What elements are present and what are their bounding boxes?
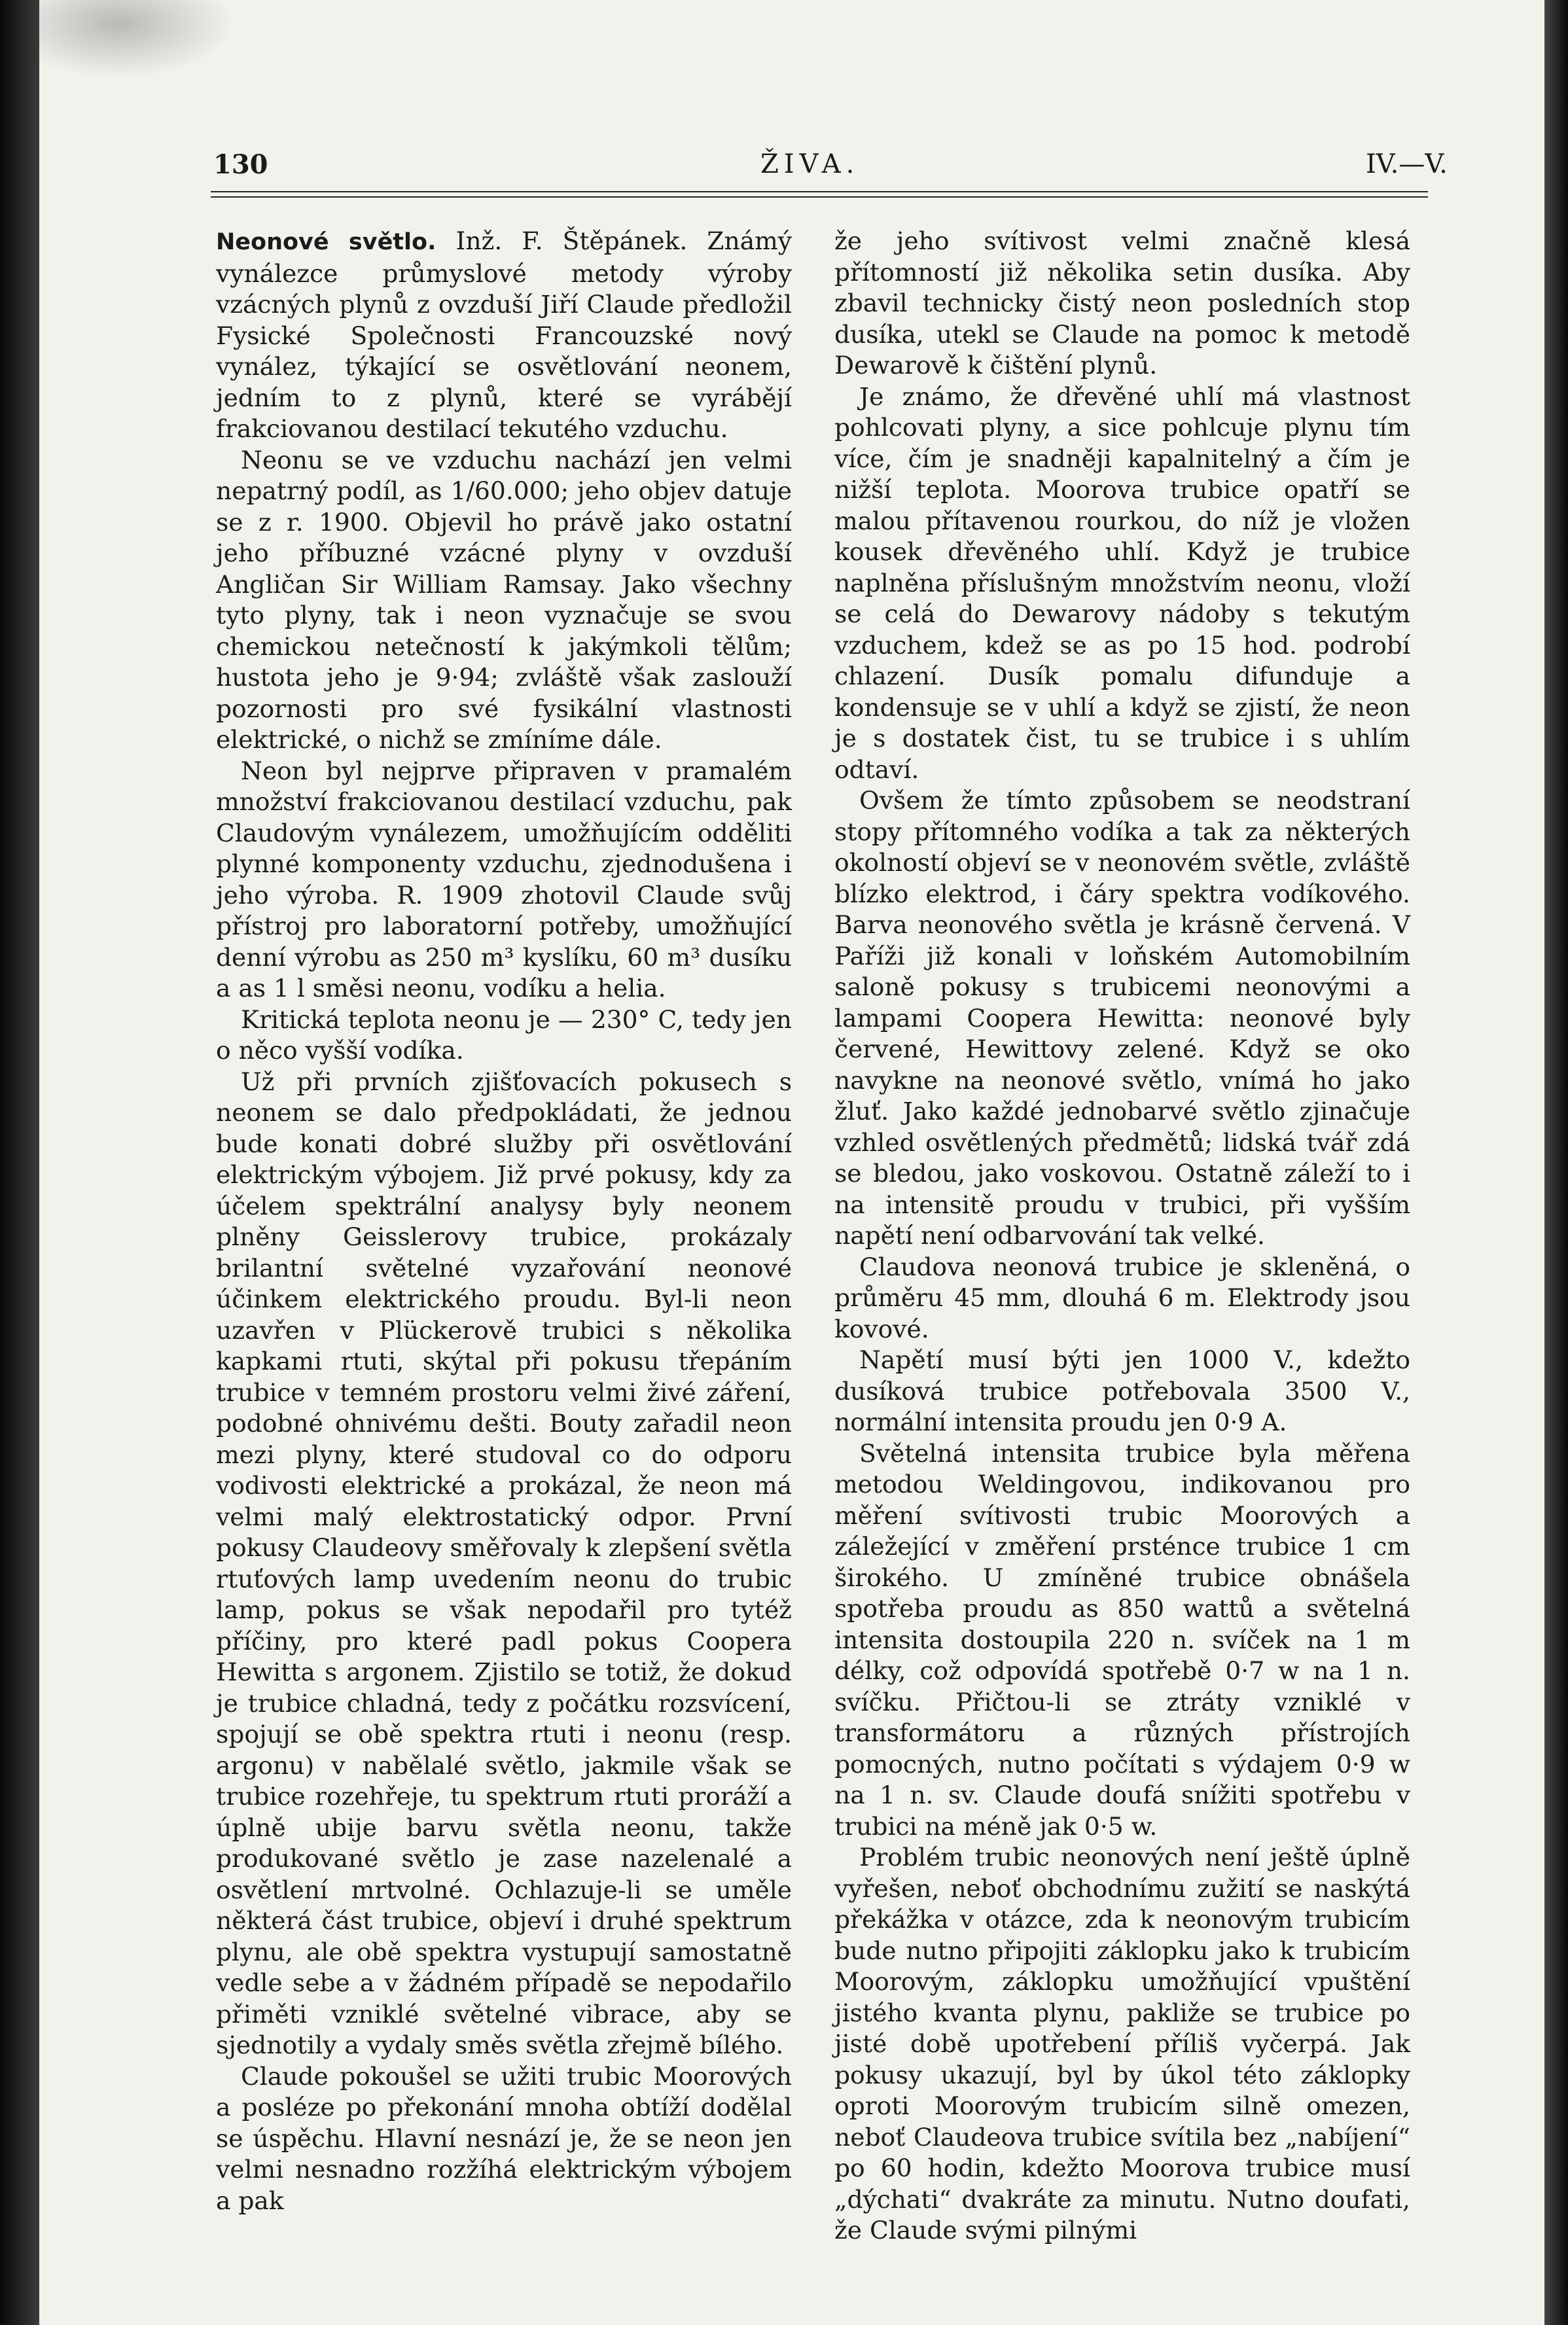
paragraph: Neon byl nejprve připraven v pramalém množství frakciovanou destilací vzduchu, pak Claudovým vynálezem, umožňujícím odděliti plynné komponenty vzduchu, zjednodušena i jeho výroba. R. 1909 zhotovil Claude svůj přístroj pro laboratorní potřeby, umožňující denní výrobu as 250 m³ kyslíku, 60 m³ dusíku a as 1 l směsi neonu, vodíku a helia.	[216, 756, 792, 1003]
issue-number: IV.—V.	[1365, 149, 1448, 179]
article-lead-paragraph	[216, 226, 792, 445]
scan-left-edge	[0, 0, 39, 2325]
paragraph: Světelná intensita trubice byla měřena metodou Weldingovou, indikovanou pro měření svítivosti trubic Moorových a záležející v změření prsténce trubice 1 cm širokého. U zmíněné trubice obnášela spotřeba proudu as 850 wattů a světelná intensita dostoupila 220 n. svíček na 1 m délky, což odpovídá spotřebě 0·7 w na 1 n. svíčku. Přičtou-li se ztráty vzniklé v transformátoru a různých přístrojích pomocných, nutno počítati s výdajem 0·9 w na 1 n. sv. Claude doufá snížiti spotřebu v trubici na méně jak 0·5 w.	[834, 1438, 1410, 1841]
page-number: 130	[213, 149, 268, 180]
right-column	[834, 226, 1410, 2246]
header-rule	[211, 191, 1428, 198]
journal-title: ŽIVA.	[760, 149, 860, 179]
paragraph: Problém trubic neonových není ještě úplně vyřešen, neboť obchodnímu zužití se naskýtá překážka v otázce, zda k neonovým trubicím bude nutno připojiti záklopku jako k trubicím Moorovým, záklopku umožňující vpuštění jistého kvanta plynu, pakliže se trubice po jisté době upotřebení příliš vyčerpá. Jak pokusy ukazují, byl by úkol této záklopky oproti Moorovým trubicím silně omezen, neboť Claudeova trubice svítila bez „nabíjení“ po 60 hodin, kdežto Moorova trubice musí „dýchati“ dvakráte za minutu. Nutno doufati, že Claude svými pilnými	[834, 1843, 1410, 2245]
paragraph: Kritická teplota neonu je — 230° C, tedy jen o něco vyšší vodíka.	[216, 1004, 792, 1065]
article-heading: Neonové světlo.	[216, 229, 437, 255]
paragraph: Známý vynálezce průmyslové metody výroby vzácných plynů z ovzduší Jiří Claude předložil Fysické Společnosti Francouzské nový vynález, týkající se osvětlování neonem, jedním to z plynů, které se vyrábějí frakciovanou destilací tekutého vzduchu.	[216, 226, 792, 443]
paragraph: Je známo, že dřevěné uhlí má vlastnost pohlcovati plyny, a sice pohlcuje plynu tím více, čím je snadněji kapalnitelný a čím je nižší teplota. Moorova trubice opatří se malou přítavenou rourkou, do níž je vložen kousek dřevěného uhlí. Když je trubice naplněna příslušným množstvím neonu, vloží se celá do Dewarovy nádoby s tekutým vzduchem, kdež se as po 15 hod. podrobí chlazení. Dusík pomalu difunduje a kondensuje se v uhlí a když se zjistí, že neon je s dostatek čist, tu se trubice i s uhlím odtaví.	[834, 382, 1410, 784]
paragraph: Už při prvních zjišťovacích pokusech s neonem se dalo předpokládati, že jednou bude konati dobré služby při osvětlování elektrickým výbojem. Již prvé pokusy, kdy za účelem spektrální analysy byly neonem plněny Geisslerovy trubice, prokázaly brilantní světelné vyzařování neonové účinkem elektrického proudu. Byl-li neon uzavřen v Plückerově trubici s několika kapkami rtuti, skýtal při pokusu třepáním trubice v temném prostoru velmi živé záření, podobné ohnivému dešti. Bouty zařadil neon mezi plyny, které studoval co do odporu vodivosti elektrické a prokázal, že neon má velmi malý elektrostatický odpor. První pokusy Claudeovy směřovaly k zlepšení světla rtuťových lamp uvedením neonu do trubic lamp, pokus se však nepodařil pro tytéž příčiny, pro které padl pokus Coopera Hewitta s argonem. Zjistilo se totiž, že dokud je trubice chladná, tedy z počátku rozsvícení, spojují se obě spektra rtuti i neonu (resp. argonu) v nabělalé světlo, jakmile však se trubice rozehřeje, tu spektrum rtuti proráží a úplně ubije barvu světla neonu, takže produkované světlo je zase nazelenalé a osvětlení mrtvolné. Ochlazuje-li se uměle některá část trubice, objeví i druhé spektrum plynu, ale obě spektra vystupují samostatně vedle sebe a v žádném případě se nepodařilo přiměti vzniklé světelné vibrace, aby se sjednotily a vydaly směs světla zřejmě bílého.	[216, 1067, 792, 2059]
paragraph: Claude pokoušel se užiti trubic Moorových a posléze po překonání mnoha obtíží dodělal se úspěchu. Hlavní nesnází je, že se neon jen velmi nesnadno rozžíhá elektrickým výbojem a pak	[216, 2061, 792, 2215]
scan-right-edge	[1544, 0, 1568, 2325]
left-column	[216, 226, 792, 2216]
page-header	[171, 149, 1448, 188]
paragraph: Claudova neonová trubice je skleněná, o průměru 45 mm, dlouhá 6 m. Elektrody jsou kovové.	[834, 1252, 1410, 1343]
paragraph: že jeho svítivost velmi značně klesá přítomností již několika setin dusíka. Aby zbavil technicky čistý neon posledních stop dusíka, utekl se Claude na pomoc k metodě Dewarově k čištění plynů.	[834, 226, 1410, 380]
article-author: Inž. F. Štěpánek.	[455, 226, 688, 255]
paragraph: Ovšem že tímto způsobem se neodstraní stopy přítomného vodíka a tak za některých okolností objeví se v neonovém světle, zvláště blízko elektrod, i čáry spektra vodíkového. Barva neonového světla je krásně červená. V Paříži již konali v loňském Automobilním saloně pokusy s trubicemi neonovými a lampami Coopera Hewitta: neonové byly červené, Hewittovy zelené. Když se oko navykne na neonové světlo, vnímá ho jako žluť. Jako každé jednobarvé světlo zjinačuje vzhled osvětlených předmětů; lidská tvář zdá se bledou, jako voskovou. Ostatně záleží to i na intensitě proudu v trubici, při vyšším napětí není odbarvování tak velké.	[834, 786, 1410, 1250]
scan-smudge	[39, 0, 236, 79]
paragraph: Napětí musí býti jen 1000 V., kdežto dusíková trubice potřebovala 3500 V., normální intensita proudu jen 0·9 A.	[834, 1345, 1410, 1436]
paragraph: Neonu se ve vzduchu nachází jen velmi nepatrný podíl, as 1/60.000; jeho objev datuje se z r. 1900. Objevil ho právě jako ostatní jeho příbuzné vzácné plyny v ovzduší Angličan Sir William Ramsay. Jako všechny tyto plyny, tak i neon vyznačuje se svou chemickou netečností k jakýmkoli tělům; hustota jeho je 9·94; zvláště však zaslouží pozornosti pro své fysikální vlastnosti elektrické, o nichž se zmíníme dále.	[216, 445, 792, 754]
